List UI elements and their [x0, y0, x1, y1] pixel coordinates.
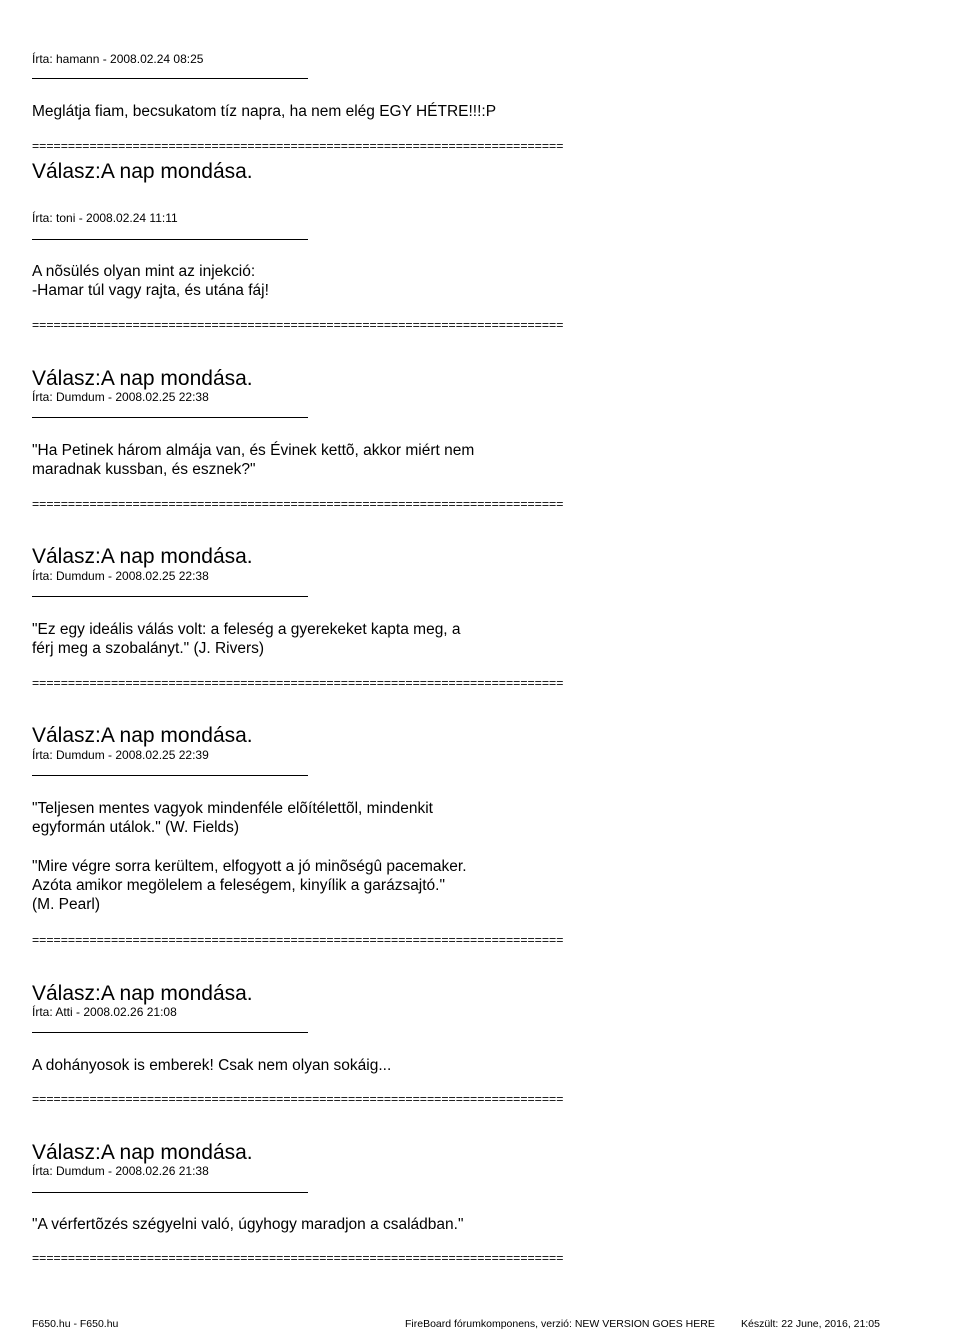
post-separator: ========================================================================== [32, 1092, 564, 1106]
post-separator: ========================================================================== [32, 1251, 564, 1265]
post-divider [32, 417, 308, 418]
post-separator: ========================================================================== [32, 497, 564, 511]
post-meta: Írta: toni - 2008.02.24 11:11 [32, 211, 178, 225]
post-separator: ========================================================================== [32, 933, 564, 947]
post-meta: Írta: Dumdum - 2008.02.26 21:38 [32, 1164, 209, 1178]
post-body-line: A dohányosok is emberek! Csak nem olyan sokáig... [32, 1057, 392, 1074]
post-title: Válasz:A nap mondása. [32, 724, 253, 747]
post-divider [32, 1192, 308, 1193]
post-meta: Írta: Dumdum - 2008.02.25 22:39 [32, 748, 209, 762]
post-body-line: A nõsülés olyan mint az injekció: [32, 263, 256, 280]
post-body-line: egyformán utálok." (W. Fields) [32, 819, 240, 836]
footer-site: F650.hu - F650.hu [32, 1318, 119, 1330]
post-separator: ========================================================================== [32, 318, 564, 332]
post-body-line: férj meg a szobalányt." (J. Rivers) [32, 640, 265, 657]
post-body-line: Azóta amikor megölelem a feleségem, kinyílik a garázsajtó." [32, 877, 445, 894]
post-title: Válasz:A nap mondása. [32, 367, 253, 390]
post-body-line: Meglátja fiam, becsukatom tíz napra, ha nem elég EGY HÉTRE!!!:P [32, 103, 497, 120]
post-body-line: "Ha Petinek három almája van, és Évinek kettõ, akkor miért nem [32, 442, 475, 459]
footer-component: FireBoard fórumkomponens, verzió: NEW VERSION GOES HERE [405, 1318, 715, 1330]
post-divider [32, 596, 308, 597]
post-title: Válasz:A nap mondása. [32, 1141, 253, 1164]
post-meta: Írta: hamann - 2008.02.24 08:25 [32, 52, 204, 66]
post-body-line: "Ez egy ideális válás volt: a feleség a gyerekeket kapta meg, a [32, 621, 461, 638]
post-meta: Írta: Atti - 2008.02.26 21:08 [32, 1005, 177, 1019]
post-divider [32, 1032, 308, 1033]
post-divider [32, 239, 308, 240]
post-title: Válasz:A nap mondása. [32, 160, 253, 183]
post-title: Válasz:A nap mondása. [32, 982, 253, 1005]
post-title: Válasz:A nap mondása. [32, 545, 253, 568]
post-body-line: "Mire végre sorra kerültem, elfogyott a jó minõségû pacemaker. [32, 858, 467, 875]
footer-generated: Készült: 22 June, 2016, 21:05 [741, 1318, 880, 1330]
post-separator: ========================================================================== [32, 676, 564, 690]
post-body-line: (M. Pearl) [32, 896, 101, 913]
post-separator: ========================================================================== [32, 139, 564, 153]
post-meta: Írta: Dumdum - 2008.02.25 22:38 [32, 569, 209, 583]
post-meta: Írta: Dumdum - 2008.02.25 22:38 [32, 390, 209, 404]
post-divider [32, 775, 308, 776]
post-body-line: "Teljesen mentes vagyok mindenféle elõítélettõl, mindenkit [32, 800, 433, 817]
post-body-line: -Hamar túl vagy rajta, és utána fáj! [32, 282, 269, 299]
post-divider [32, 78, 308, 79]
post-body-line: maradnak kussban, és esznek?" [32, 461, 256, 478]
post-body-line: "A vérfertõzés szégyelni való, úgyhogy maradjon a családban." [32, 1216, 464, 1233]
